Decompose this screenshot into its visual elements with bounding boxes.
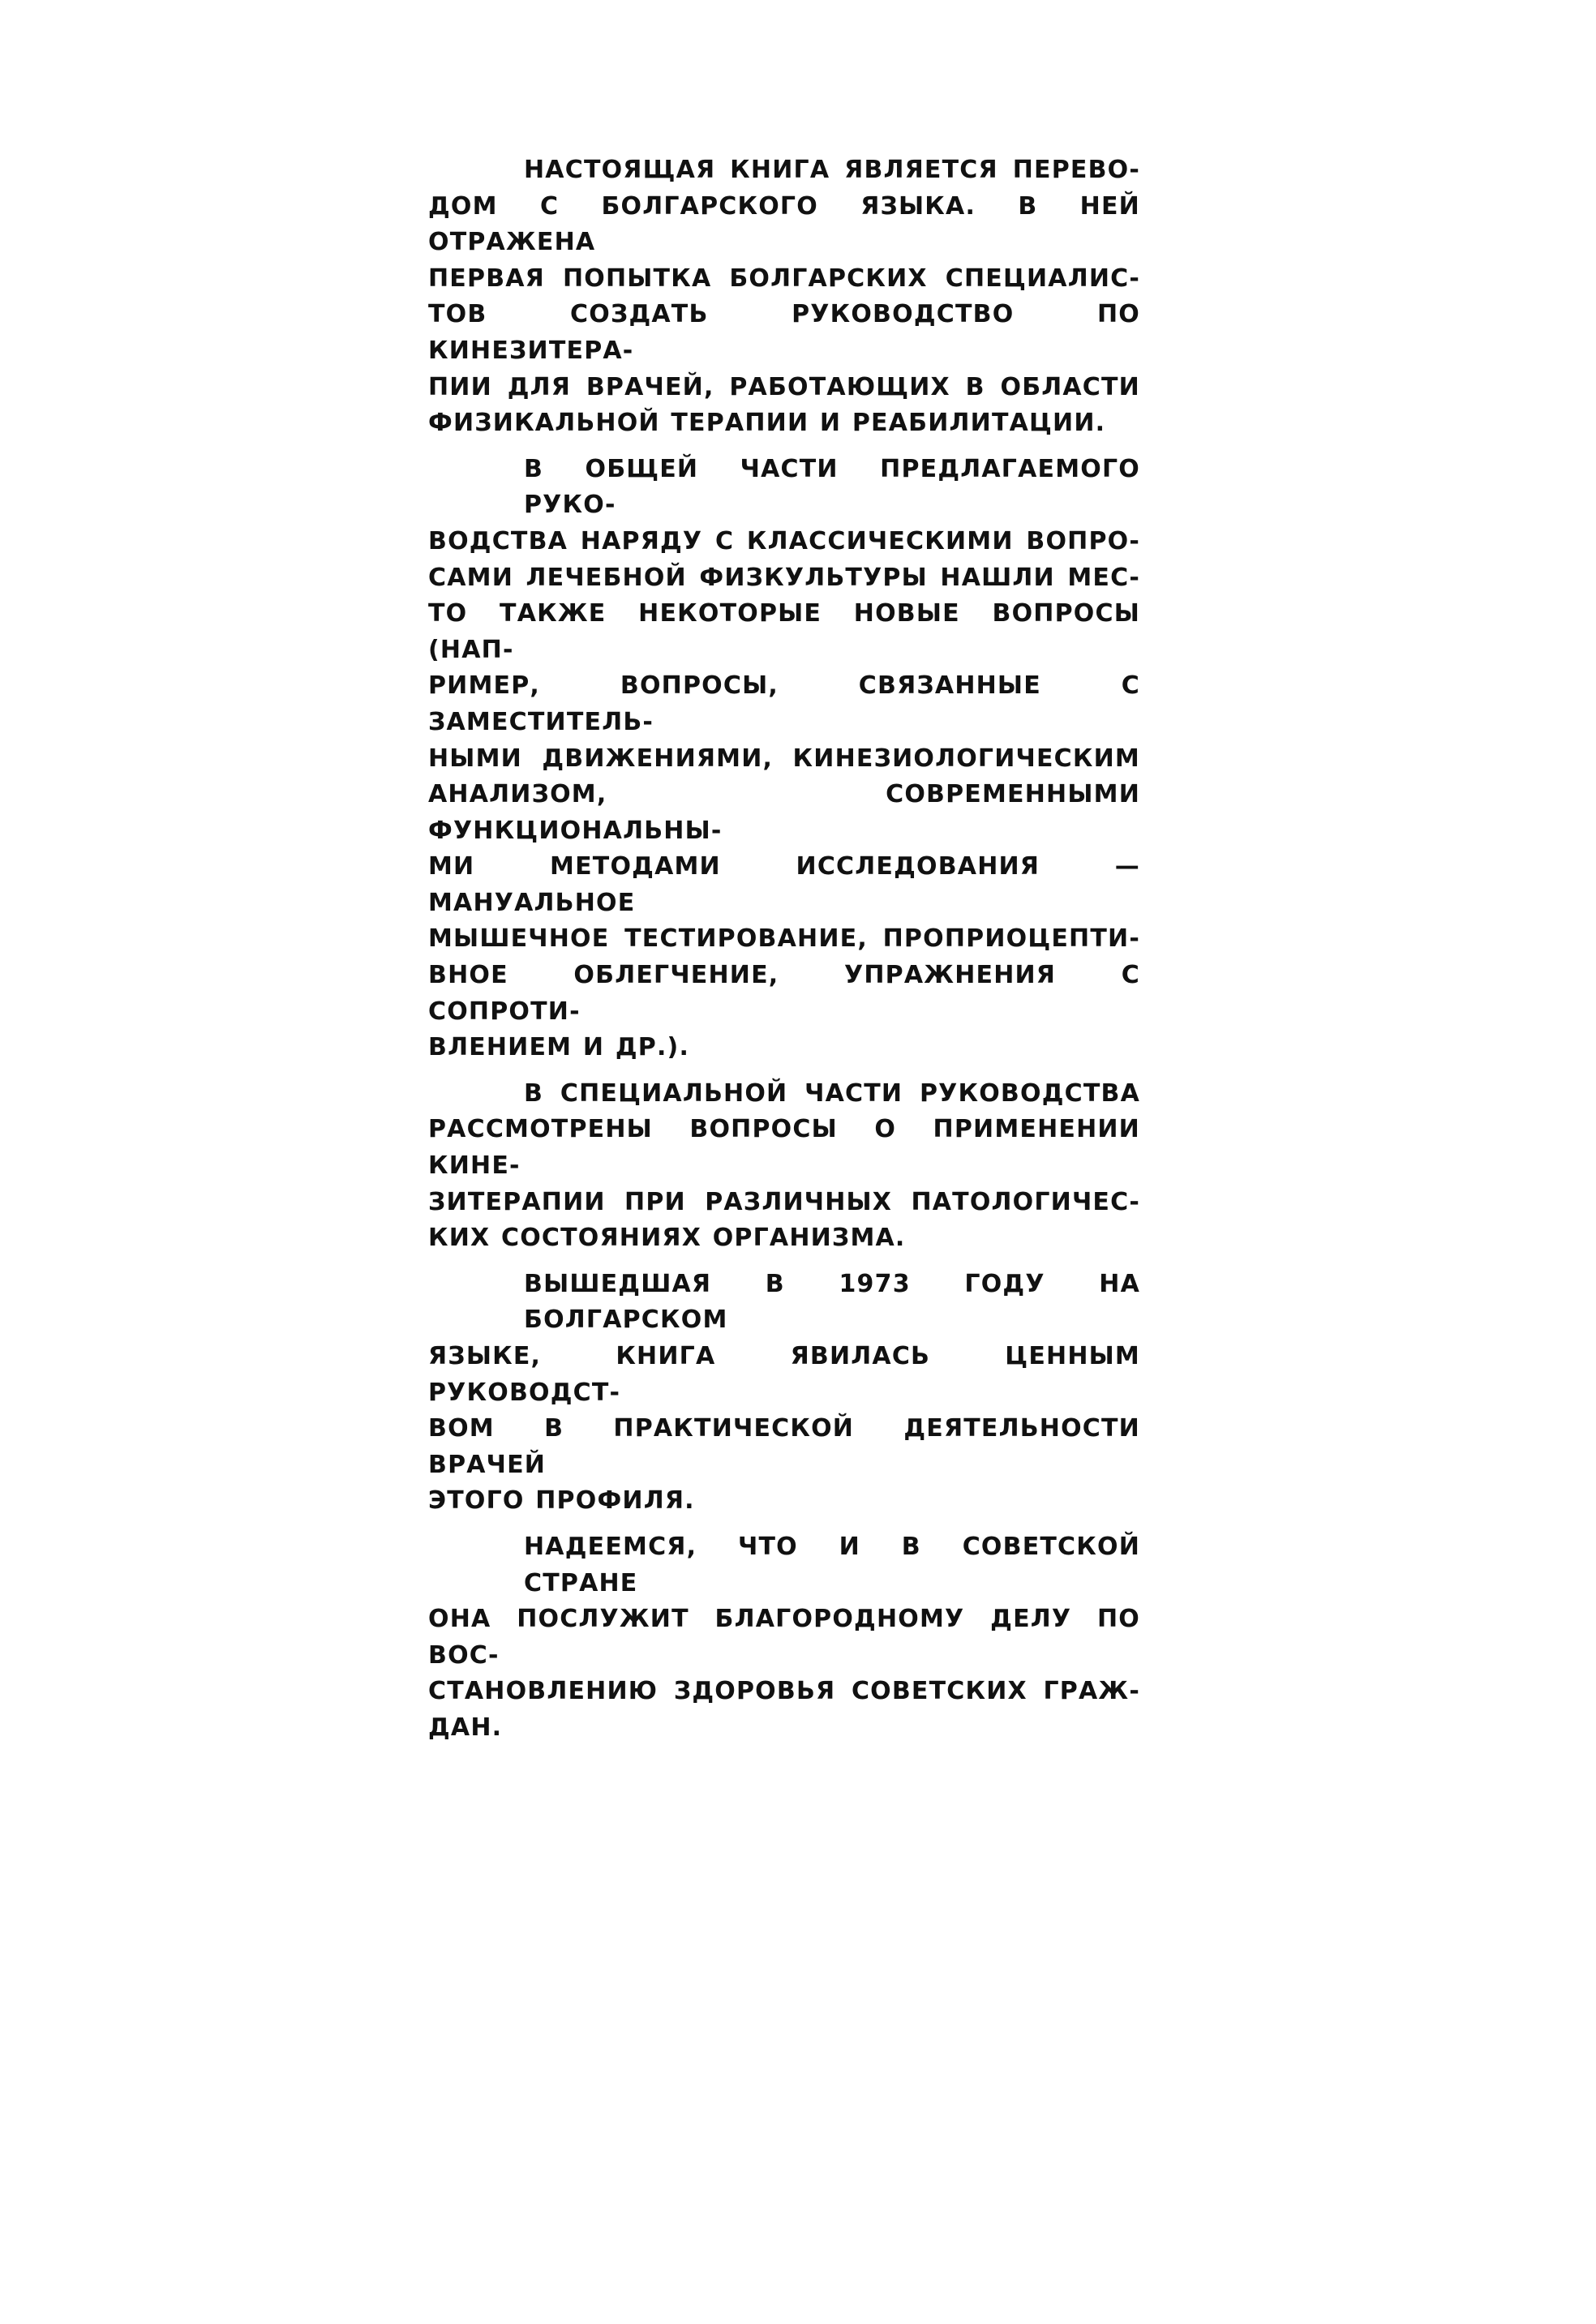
paragraph-3 xyxy=(428,1076,1140,1257)
text-line: НАСТОЯЩАЯ КНИГА ЯВЛЯЕТСЯ ПЕРЕВО- xyxy=(524,156,1140,184)
preface-text-block xyxy=(428,152,1140,1756)
paragraph-4 xyxy=(428,1267,1140,1520)
text-line: ВЫШЕДШАЯ В 1973 ГОДУ НА БОЛГАРСКОМ xyxy=(524,1269,1140,1335)
text-line: ПЕРВАЯ ПОПЫТКА БОЛГАРСКИХ СПЕЦИАЛИС- xyxy=(428,264,1140,293)
text-line: МЫШЕЧНОЕ ТЕСТИРОВАНИЕ, ПРОПРИОЦЕПТИ- xyxy=(428,924,1140,954)
text-line: ВОМ В ПРАКТИЧЕСКОЙ ДЕЯТЕЛЬНОСТИ ВРАЧЕЙ xyxy=(428,1414,1140,1479)
text-line: ФИЗИКАЛЬНОЙ ТЕРАПИИ И РЕАБИЛИТАЦИИ. xyxy=(428,409,1106,438)
paragraph-1 xyxy=(428,152,1140,442)
text-line: МИ МЕТОДАМИ ИССЛЕДОВАНИЯ — МАНУАЛЬНОЕ xyxy=(428,852,1140,917)
text-line: ЭТОГО ПРОФИЛЯ. xyxy=(428,1486,695,1516)
paragraph-5 xyxy=(428,1529,1140,1747)
text-line: ТО ТАКЖЕ НЕКОТОРЫЕ НОВЫЕ ВОПРОСЫ (НАП- xyxy=(428,599,1140,664)
text-line: ДАН. xyxy=(428,1713,503,1742)
text-line: РАССМОТРЕНЫ ВОПРОСЫ О ПРИМЕНЕНИИ КИНЕ- xyxy=(428,1115,1140,1181)
text-line: ПИИ ДЛЯ ВРАЧЕЙ, РАБОТАЮЩИХ В ОБЛАСТИ xyxy=(428,372,1140,401)
paragraph-2 xyxy=(428,452,1140,1066)
text-line: В СПЕЦИАЛЬНОЙ ЧАСТИ РУКОВОДСТВА xyxy=(524,1078,1140,1108)
text-line: НАДЕЕМСЯ, ЧТО И В СОВЕТСКОЙ СТРАНЕ xyxy=(524,1532,1140,1597)
text-line: ЯЗЫКЕ, КНИГА ЯВИЛАСЬ ЦЕННЫМ РУКОВОДСТ- xyxy=(428,1342,1140,1407)
text-line: САМИ ЛЕЧЕБНОЙ ФИЗКУЛЬТУРЫ НАШЛИ МЕС- xyxy=(428,563,1140,592)
text-line: ОНА ПОСЛУЖИТ БЛАГОРОДНОМУ ДЕЛУ ПО ВОС- xyxy=(428,1605,1140,1670)
text-line: СТАНОВЛЕНИЮ ЗДОРОВЬЯ СОВЕТСКИХ ГРАЖ- xyxy=(428,1677,1140,1706)
text-line: ВОДСТВА НАРЯДУ С КЛАССИЧЕСКИМИ ВОПРО- xyxy=(428,526,1140,555)
text-line: КИХ СОСТОЯНИЯХ ОРГАНИЗМА. xyxy=(428,1224,906,1253)
text-line: ДОМ С БОЛГАРСКОГО ЯЗЫКА. В НЕЙ ОТРАЖЕНА xyxy=(428,191,1140,257)
text-line: ВНОЕ ОБЛЕГЧЕНИЕ, УПРАЖНЕНИЯ С СОПРОТИ- xyxy=(428,961,1140,1026)
text-line: ВЛЕНИЕМ И ДР.). xyxy=(428,1033,690,1062)
text-line: НЫМИ ДВИЖЕНИЯМИ, КИНЕЗИОЛОГИЧЕСКИМ xyxy=(428,744,1140,773)
text-line: ТОВ СОЗДАТЬ РУКОВОДСТВО ПО КИНЕЗИТЕРА- xyxy=(428,300,1140,365)
text-line: АНАЛИЗОМ, СОВРЕМЕННЫМИ ФУНКЦИОНАЛЬНЫ- xyxy=(428,780,1140,845)
text-line: В ОБЩЕЙ ЧАСТИ ПРЕДЛАГАЕМОГО РУКО- xyxy=(524,454,1140,520)
text-line: РИМЕР, ВОПРОСЫ, СВЯЗАННЫЕ С ЗАМЕСТИТЕЛЬ- xyxy=(428,671,1140,736)
text-line: ЗИТЕРАПИИ ПРИ РАЗЛИЧНЫХ ПАТОЛОГИЧЕС- xyxy=(428,1187,1140,1216)
